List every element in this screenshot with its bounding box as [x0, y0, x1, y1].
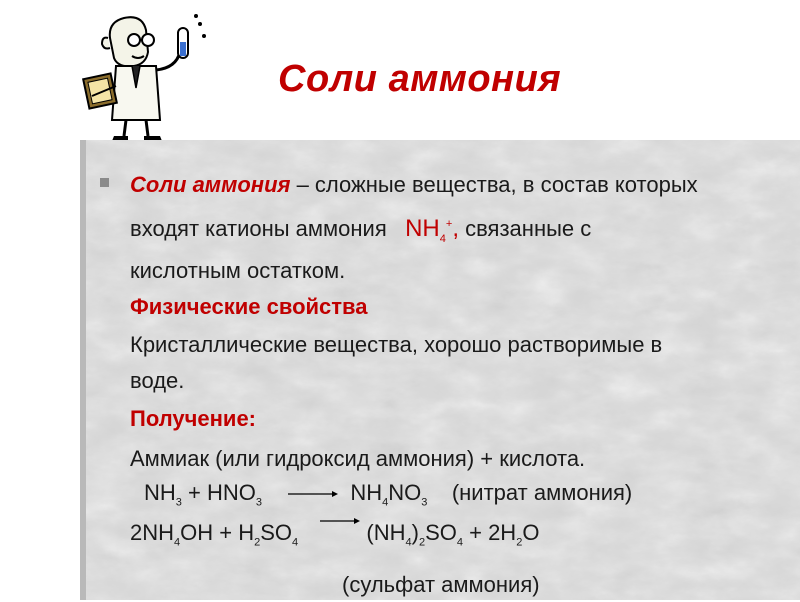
equation-1-note: (нитрат аммония)	[451, 480, 633, 505]
preparation-general: Аммиак (или гидроксид аммония) + кислота.	[130, 446, 586, 471]
definition-line-3: кислотным остатком.	[130, 258, 346, 283]
equation-1: $NH_3 + HNO_3$ $NH_4NO_3$ (нитрат аммония)	[144, 480, 633, 509]
equation-2-note: (сульфат аммония)	[342, 572, 540, 597]
reaction-arrow-icon	[288, 489, 338, 499]
physical-line-1: Кристаллические вещества, хорошо растворимые в	[130, 332, 663, 357]
ammonium-formula: $NH_4^+$,	[405, 215, 459, 245]
physical-line-2: воде.	[130, 368, 185, 393]
slide-title: Соли аммония	[278, 58, 562, 100]
scientist-clipart-icon	[72, 8, 212, 143]
definition-term: Соли аммония	[130, 172, 291, 197]
equation-2: $2NH_4OH + H_2SO_4$ $(NH_4)_2SO_4 + 2H_2O$	[130, 516, 539, 551]
physical-heading: Физические свойства	[130, 294, 368, 319]
definition-line-2: входят катионы аммония $NH_4^+$, связанные с	[130, 215, 592, 245]
definition-line-1: Соли аммония – сложные вещества, в состав которых	[130, 172, 698, 197]
bullet-marker	[100, 178, 109, 187]
reaction-arrow-icon	[320, 516, 360, 526]
preparation-heading: Получение:	[130, 406, 257, 431]
